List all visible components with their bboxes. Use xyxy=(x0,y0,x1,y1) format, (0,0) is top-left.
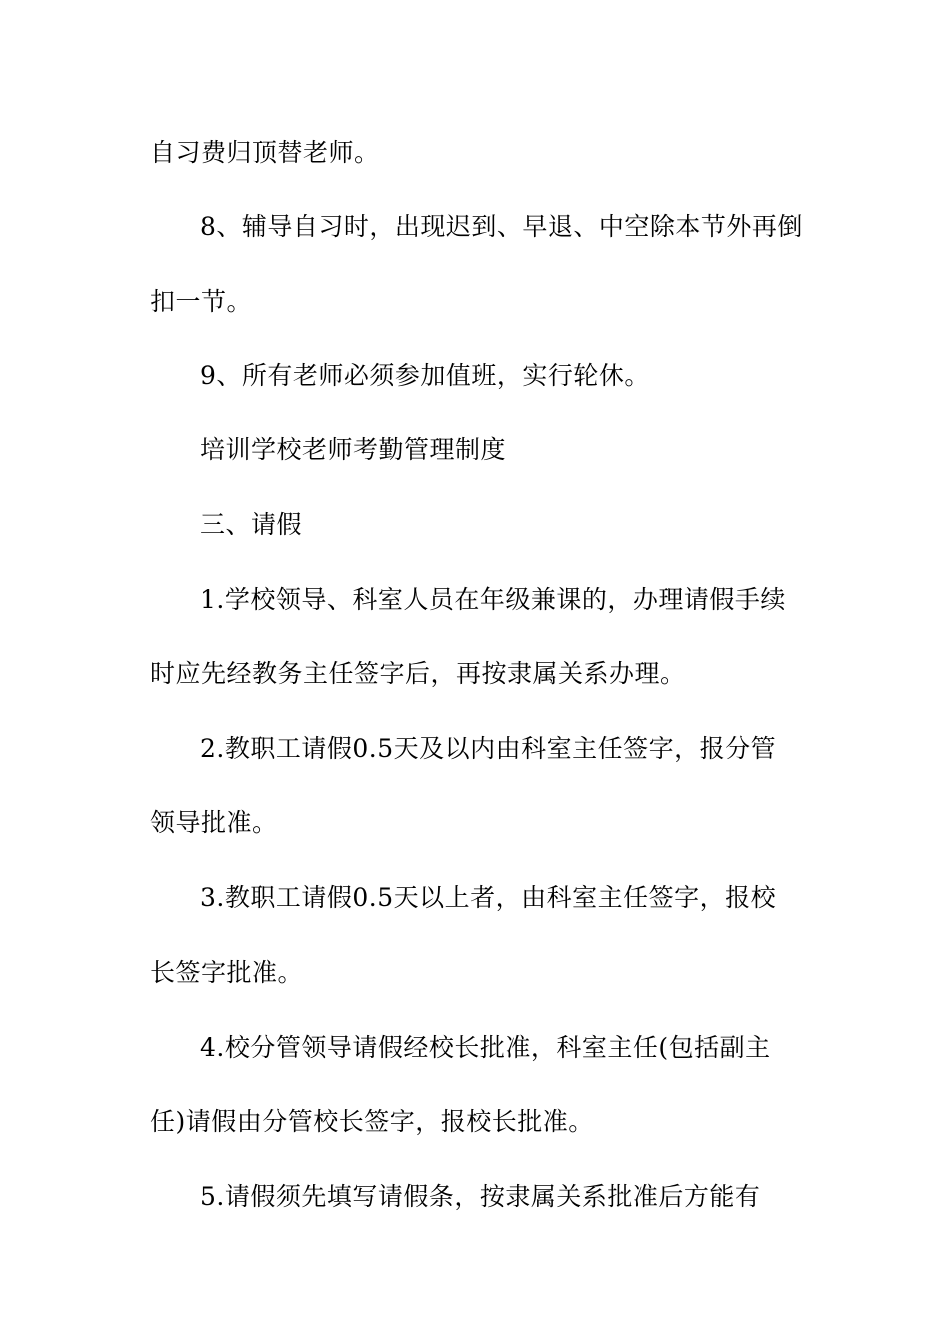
paragraph-line: 自习费归顶替老师。 xyxy=(150,138,380,167)
section-heading: 三、请假 xyxy=(200,510,303,539)
paragraph-line: 时应先经教务主任签字后，再按隶属关系办理。 xyxy=(150,659,686,688)
paragraph-line: 1.学校领导、科室人员在年级兼课的，办理请假手续 xyxy=(200,585,786,614)
paragraph-line: 9、所有老师必须参加值班，实行轮休。 xyxy=(200,361,650,390)
paragraph-line: 4.校分管领导请假经校长批准，科室主任(包括副主 xyxy=(200,1033,771,1062)
paragraph-line: 长签字批准。 xyxy=(150,958,304,987)
paragraph-line: 2.教职工请假0.5天及以内由科室主任签字，报分管 xyxy=(200,734,777,763)
paragraph-line: 任)请假由分管校长签字，报校长批准。 xyxy=(150,1107,594,1136)
paragraph-line: 领导批准。 xyxy=(150,808,278,837)
paragraph-line: 扣一节。 xyxy=(150,287,253,316)
paragraph-line: 3.教职工请假0.5天以上者，由科室主任签字，报校 xyxy=(200,883,777,912)
paragraph-line: 8、辅导自习时，出现迟到、早退、中空除本节外再倒 xyxy=(200,212,803,241)
section-title: 培训学校老师考勤管理制度 xyxy=(200,435,507,464)
paragraph-line: 5.请假须先填写请假条，按隶属关系批准后方能有 xyxy=(200,1182,761,1211)
